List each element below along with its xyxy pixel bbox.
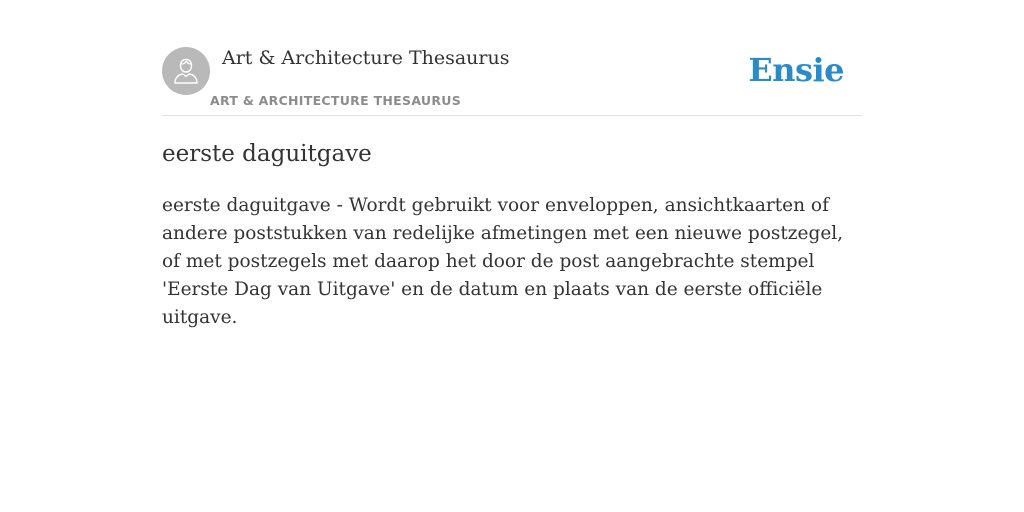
page-content [162, 0, 862, 328]
author-header [162, 0, 862, 116]
author-subtitle[interactable]: ART & ARCHITECTURE THESAURUS [210, 93, 462, 108]
entry-title: eerste daguitgave [162, 141, 372, 167]
brand-logo[interactable]: Ensie [748, 51, 844, 89]
user-silhouette-icon [171, 56, 201, 86]
author-avatar[interactable] [162, 47, 210, 95]
author-name-link[interactable]: Art & Architecture Thesaurus [222, 47, 510, 69]
entry-definition: eerste daguitgave - Wordt gebruikt voor enveloppen, ansichtkaarten of andere poststukken van redelijke afmetingen met een nieuwe postzegel, of met postzegels met daarop het door de post aangebrachte stempel 'Eerste Dag van Uitgave' en de datum en plaats van de eerste officiële uitgave. [162, 195, 844, 328]
